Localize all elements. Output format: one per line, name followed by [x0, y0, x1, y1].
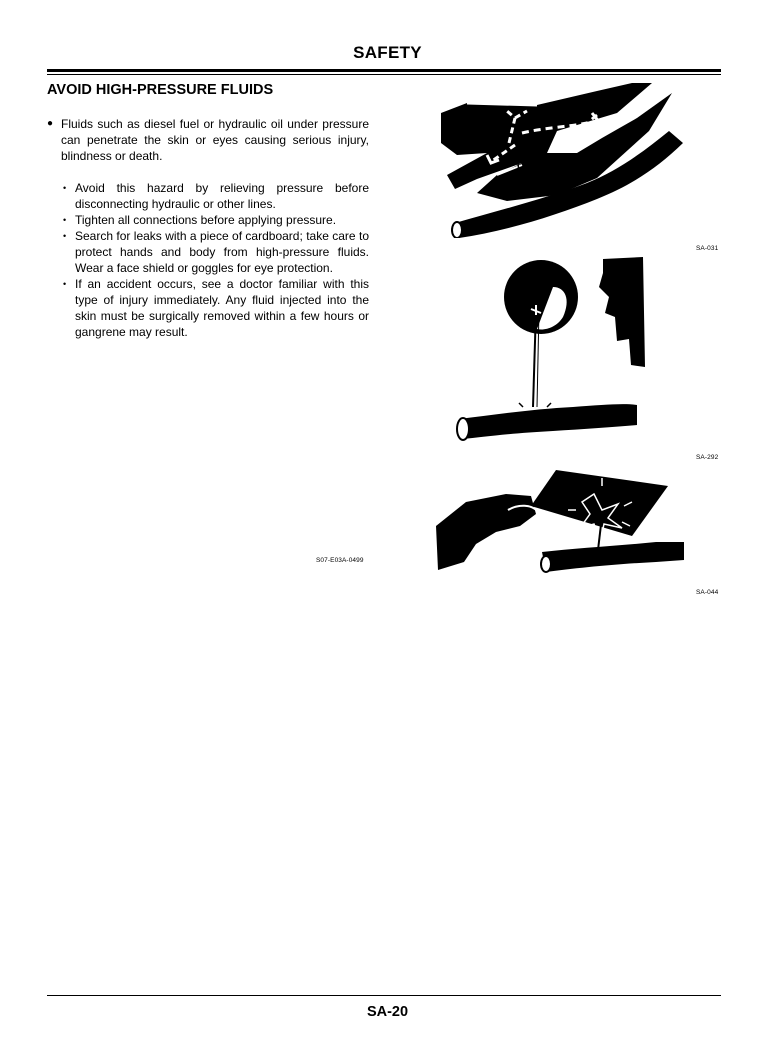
header-rule-thin: [47, 74, 721, 75]
bullet-icon: •: [63, 183, 67, 193]
section-title: AVOID HIGH-PRESSURE FLUIDS: [47, 82, 274, 98]
list-item: [63, 212, 369, 228]
intro-paragraph: [47, 116, 369, 164]
cardboard-leak-check-icon: [436, 466, 691, 578]
precaution-list: [47, 180, 369, 340]
footer-rule: [47, 995, 721, 996]
page-header-title: SAFETY: [353, 43, 422, 62]
intro-text: Fluids such as diesel fuel or hydraulic oil under pressure can penetrate the skin or eyes causing serious injury, blindness or death.: [61, 117, 369, 163]
face-fluid-spray-icon: [453, 257, 649, 445]
section-body: [47, 116, 369, 340]
document-reference-code: S07-E03A-0499: [316, 557, 364, 564]
figure-code: SA-292: [696, 454, 719, 461]
list-item: [63, 276, 369, 340]
page-number: SA-20: [366, 1004, 409, 1020]
bullet-icon: ●: [47, 118, 54, 129]
list-item: [63, 228, 369, 276]
list-item: [63, 180, 369, 212]
hand-fluid-injection-icon: [437, 83, 691, 238]
list-item-text: Tighten all connections before applying pressure.: [75, 213, 337, 227]
list-item-text: Search for leaks with a piece of cardboard; take care to protect hands and body from high-pressure fluids. Wear a face shield or goggles for eye protection.: [75, 229, 369, 275]
header-rule: [47, 69, 721, 72]
list-item-text: If an accident occurs, see a doctor familiar with this type of injury immediately. Any fluid injected into the skin must be surgically removed within a few hours or gangrene may result.: [75, 277, 369, 339]
bullet-icon: •: [63, 279, 67, 289]
figure-code: SA-031: [696, 245, 719, 252]
list-item-text: Avoid this hazard by relieving pressure before disconnecting hydraulic or other lines.: [75, 181, 369, 211]
figure-code: SA-044: [696, 589, 719, 596]
bullet-icon: •: [63, 231, 67, 241]
bullet-icon: •: [63, 215, 67, 225]
